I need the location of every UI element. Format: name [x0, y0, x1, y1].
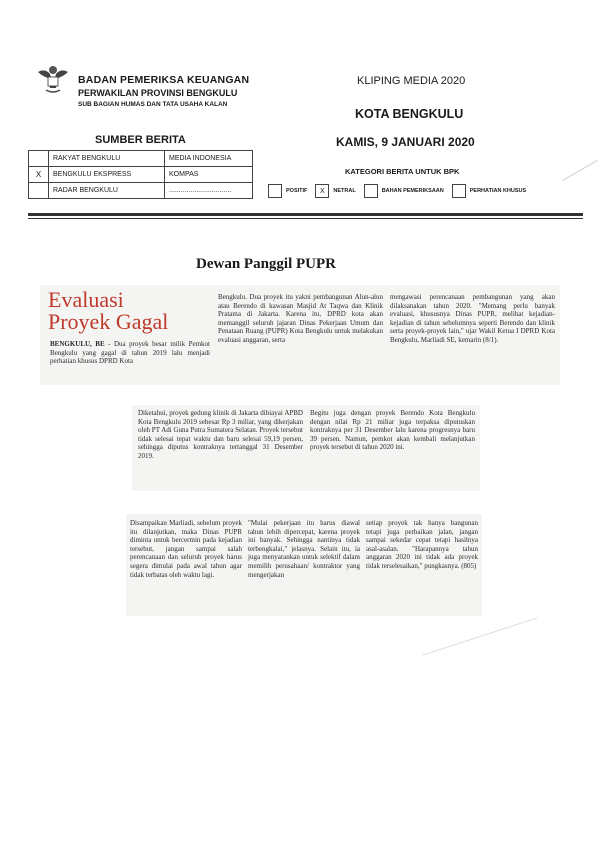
kliping-label: KLIPING MEDIA 2020	[357, 75, 466, 87]
kategori-title: KATEGORI BERITA UNTUK BPK	[345, 167, 460, 176]
kategori-label-perhatian: PERHATIAN KHUSUS	[469, 188, 527, 194]
news-clipping-2	[132, 405, 480, 491]
date-title: KAMIS, 9 JANUARI 2020	[336, 135, 475, 149]
kategori-checkbox-netral[interactable]: X	[315, 184, 329, 198]
sumber-table	[28, 150, 253, 199]
article-kicker	[48, 289, 168, 333]
city-title: KOTA BENGKULU	[355, 107, 464, 121]
sumber-left: RADAR BENGKULU	[49, 183, 165, 199]
org-name: BADAN PEMERIKSA KEUANGAN	[78, 74, 250, 86]
article-column: "Mulai pekerjaan itu harus diawal tahun lebih dipercepat, karena proyek ini banyak. Sehingga nantinya tidak terbengkalai," jelasnya. Selain itu, ia juga menyarankan untuk selektif dalam memilih perusahaan/ kontraktor yang mengerjakan	[248, 519, 360, 579]
scan-mark	[423, 617, 537, 655]
sumber-right: KOMPAS	[165, 167, 253, 183]
header-divider-thin	[28, 218, 583, 219]
sumber-row	[29, 151, 253, 167]
news-clipping-3	[126, 514, 482, 616]
article-column: Diketahui, proyek gedung klinik di Jakarta dibiayai APBD Kota Bengkulu 2019 sebesar Rp 3 miliar, yang dikerjakan oleh PT Adi Guna Putra Sumatera Selatan. Proyek tersebut tidak selesai tepat waktu dan baru selesai 59,19 persen, sehingga diputus kontraknya tertanggal 31 Desember 2019.	[138, 409, 303, 460]
sumber-mark	[29, 183, 49, 199]
sumber-title: SUMBER BERITA	[95, 134, 186, 146]
sumber-row	[29, 167, 253, 183]
kicker-line-2: Proyek Gagal	[48, 309, 169, 334]
org-region: PERWAKILAN PROVINSI BENGKULU	[78, 88, 238, 98]
sumber-left: RAKYAT BENGKULU	[49, 151, 165, 167]
kategori-label-netral: NETRAL	[333, 188, 356, 194]
sumber-mark: X	[29, 167, 49, 183]
news-clipping-1	[40, 285, 560, 385]
article-column: Begitu juga dengan proyek Berendo Kota Bengkulu dengan nilai Rp 21 miliar juga terpaksa diputuskan kontraknya per 31 Desember lalu karena progresnya baru 39 persen. Namun, pemkot akan kembali melanjutkan proyek tersebut di tahun 2020 ini.	[310, 409, 475, 452]
article-column: Disampaikan Marliadi, sebelum proyek itu dilanjutkan, maka Dinas PUPR diminta untuk bercermin pada kejadian tersebut, jangan sampai salah perencanaan dan seluruh proyek harus segera dimulai pada awal tahun agar tidak terbatas oleh waktu lagi.	[130, 519, 242, 579]
sumber-right: ................................	[165, 183, 253, 199]
scan-mark	[562, 160, 597, 181]
dateline: BENGKULU, BE	[50, 340, 105, 348]
sumber-right: MEDIA INDONESIA	[165, 151, 253, 167]
kategori-label-positif: POSITIF	[286, 188, 308, 194]
article-column: setiap proyek tak hanya bangunan tetapi juga perbaikan jalan, jangan sampai sekedar cepat tetapi hasilnya asal-asalan. "Harapannya tahun anggaran 2020 ini tidak ada proyek tidak terselesaikan," pungkasnya. (805)	[366, 519, 478, 570]
kategori-checkbox-bahan[interactable]	[364, 184, 378, 198]
sumber-left: BENGKULU EKSPRESS	[49, 167, 165, 183]
kategori-checkbox-positif[interactable]	[268, 184, 282, 198]
article-headline: Dewan Panggil PUPR	[196, 256, 336, 272]
kategori-label-bahan: BAHAN PEMERIKSAAN	[381, 188, 444, 194]
kategori-checkbox-perhatian[interactable]	[452, 184, 466, 198]
article-column	[50, 340, 210, 366]
kicker-line-1: Evaluasi	[48, 287, 124, 312]
column-text: - Dua proyek besar milik Pemkot Bengkulu yang gagal di tahun 2019 lalu menjadi perhatian khusus DPRD Kota	[50, 340, 210, 366]
kategori-row	[268, 184, 534, 198]
header-divider	[28, 213, 583, 216]
sumber-row	[29, 183, 253, 199]
article-column: Bengkulu. Dua proyek itu yakni pembangunan Alun-alun atau Berendo di kawasan Masjid At Taqwa dan Klinik Pratama di Jakarta. Karena itu, DPRD kota akan memanggil seluruh jajaran Dinas Pekerjaan Umum dan Penataan Ruang (PUPR) Kota Bengkulu untuk melakukan evaluasi anggaran, serta	[218, 293, 383, 344]
garuda-emblem-icon	[36, 60, 70, 96]
article-column: mengawasi perencanaan pembangunan yang akan dilaksanakan tahun 2020. "Memang perlu banyak evaluasi, khususnya Dinas PUPR, melihat kejadian-kejadian di tahun sebelumnya seperti Berendo dan klinik serta proyek-proyek lain," ujar Wakil Ketua I DPRD Kota Bengkulu, Marliadi SE, kemarin (8/1).	[390, 293, 555, 344]
org-division: SUB BAGIAN HUMAS DAN TATA USAHA KALAN	[78, 101, 228, 108]
sumber-mark	[29, 151, 49, 167]
